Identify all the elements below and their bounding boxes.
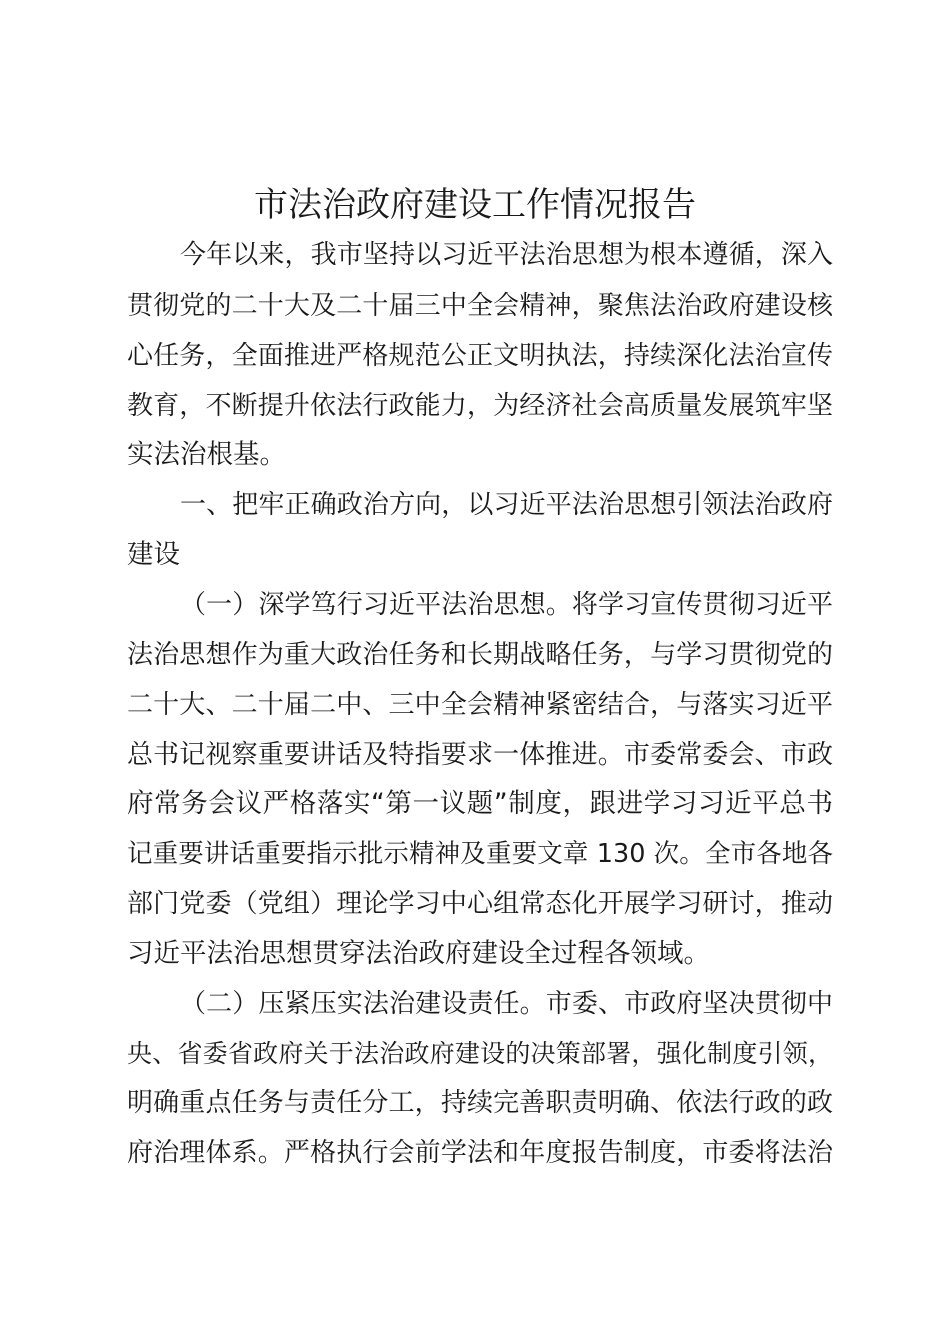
paragraph-line: 总书记视察重要讲话及特指要求一体推进。市委常委会、市政: [127, 740, 833, 770]
paragraph-line: 法治思想作为重大政治任务和长期战略任务，与学习贯彻党的: [127, 640, 833, 670]
paragraph-line: （二）压紧压实法治建设责任。市委、市政府坚决贯彻中: [180, 989, 833, 1019]
paragraph-line: 二十大、二十届二中、三中全会精神紧密结合，与落实习近平: [127, 690, 833, 720]
paragraph-line: 央、省委省政府关于法治政府建设的决策部署，强化制度引领，: [127, 1039, 833, 1068]
paragraph-line: 明确重点任务与责任分工，持续完善职责明确、依法行政的政: [127, 1088, 833, 1118]
paragraph-line: 贯彻党的二十大及二十届三中全会精神，聚焦法治政府建设核: [127, 291, 833, 321]
section-heading-line: 建设: [127, 539, 180, 570]
section-heading-line: 一、把牢正确政治方向，以习近平法治思想引领法治政府: [180, 490, 833, 520]
paragraph-line: 实法治根基。: [127, 439, 286, 470]
paragraph-line: 府常务会议严格落实“第一议题”制度，跟进学习习近平总书: [127, 788, 833, 819]
paragraph-line: 记重要讲话重要指示批示精神及重要文章 130 次。全市各地各: [127, 839, 833, 869]
document-title: 市法治政府建设工作情况报告: [254, 185, 696, 225]
paragraph-line: 今年以来，我市坚持以习近平法治思想为根本遵循，深入: [180, 240, 833, 270]
paragraph-line: 府治理体系。严格执行会前学法和年度报告制度，市委将法治: [127, 1138, 833, 1168]
paragraph-line: 心任务，全面推进严格规范公正文明执法，持续深化法治宣传: [127, 341, 833, 371]
paragraph-line: 习近平法治思想贯穿法治政府建设全过程各领域。: [127, 938, 710, 969]
paragraph-line: （一）深学笃行习近平法治思想。将学习宣传贯彻习近平: [180, 590, 833, 620]
paragraph-line: 部门党委（党组）理论学习中心组常态化开展学习研讨，推动: [127, 889, 833, 919]
paragraph-line: 教育，不断提升依法行政能力，为经济社会高质量发展筑牢坚: [127, 391, 833, 421]
